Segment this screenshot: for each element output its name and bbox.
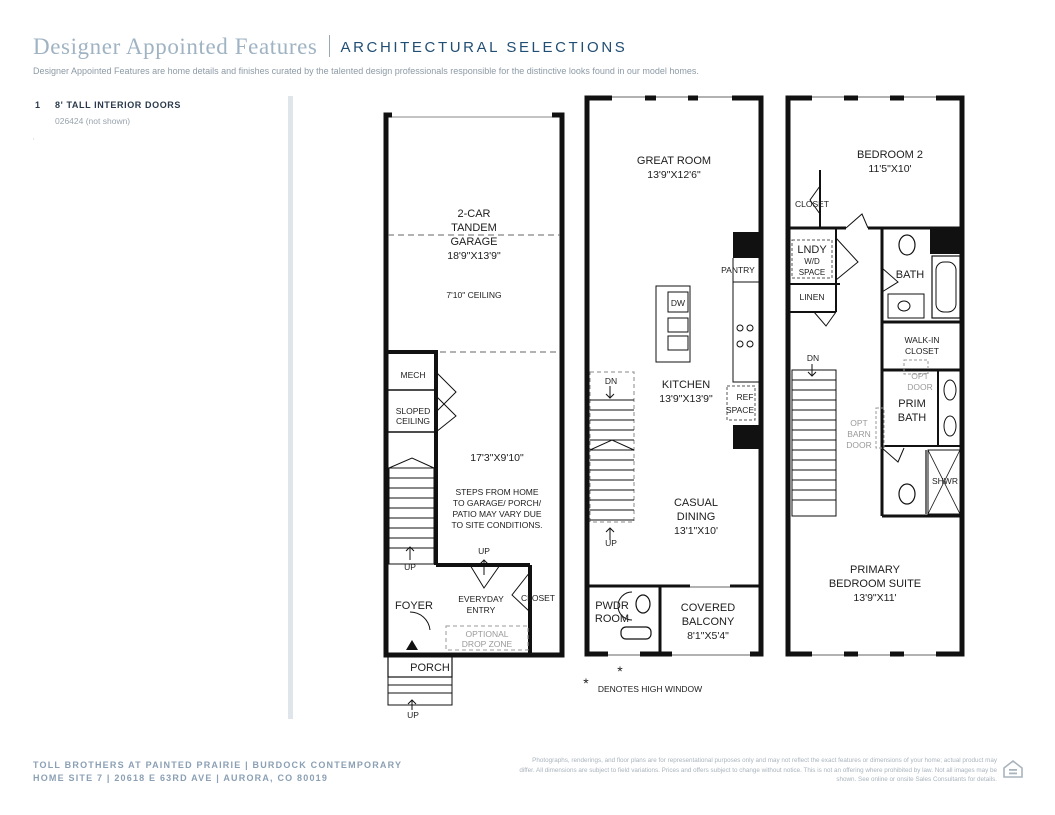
walkin-label-1: WALK-IN	[904, 335, 940, 345]
closet-label: CLOSET	[520, 593, 556, 603]
everyday-label-2: ENTRY	[466, 605, 496, 615]
barn-door-label-1: OPT	[850, 418, 868, 428]
high-window-asterisk: *	[617, 663, 623, 679]
garage-note-2: TO GARAGE/ PORCH/	[452, 498, 542, 508]
main-level-labels	[583, 155, 755, 694]
primary-size: 13'9"X11'	[853, 592, 897, 604]
bath-label: BATH	[895, 269, 925, 281]
feature-code: 026424 (not shown)	[55, 116, 131, 126]
everyday-label-1: EVERYDAY	[458, 594, 504, 604]
balcony-size: 8'1"X5'4"	[687, 630, 729, 642]
kitchen-label: KITCHEN	[661, 379, 711, 391]
bedroom2-label: BEDROOM 2	[856, 149, 924, 161]
garage-size: 18'9"X13'9"	[447, 250, 501, 262]
feature-title: 8' TALL INTERIOR DOORS	[55, 100, 182, 110]
walkin-label-2: CLOSET	[904, 346, 940, 356]
wd-label-1: W/D	[804, 257, 820, 266]
bedroom2-size: 11'5"X10'	[868, 163, 912, 175]
garage-label-3: GARAGE	[450, 236, 498, 248]
laundry-label: LNDY	[797, 244, 827, 256]
main-stair-up-label: UP	[605, 538, 617, 548]
drop-zone-label-1: OPTIONAL	[465, 629, 509, 639]
intro-text: Designer Appointed Features are home details and finishes curated by the talented design professionals responsible for the distinctive looks found in our model homes.	[33, 66, 699, 76]
opt-door-label-1: OPT	[911, 371, 929, 381]
garage-label-1: 2-CAR	[457, 208, 491, 220]
lower-room-size: 17'3"X9'10"	[470, 452, 524, 464]
balcony-label-2: BALCONY	[681, 616, 735, 628]
footer-line-1: TOLL BROTHERS AT PAINTED PRAIRIE | BURDOCK CONTEMPORARY	[33, 760, 403, 770]
linen-label: LINEN	[799, 292, 825, 302]
garage-label-2: TANDEM	[451, 222, 497, 234]
entry-arrow-icon	[406, 640, 418, 650]
drop-zone-label-2: DROP ZONE	[461, 639, 513, 649]
ref-label-2: SPACE	[725, 405, 755, 415]
barn-door-label-2: BARN	[847, 429, 871, 439]
garage-note-4: TO SITE CONDITIONS.	[451, 520, 543, 530]
upper-stair-dn-label: DN	[806, 353, 820, 363]
bedroom2-closet-label: CLOSET	[794, 199, 830, 209]
barn-door-label-3: DOOR	[846, 440, 872, 450]
sloped-label-2: CEILING	[395, 416, 431, 426]
opt-door-label-2: DOOR	[907, 382, 933, 392]
footer-line-2: HOME SITE 7 | 20618 E 63RD AVE | AURORA, CO 80019	[33, 773, 329, 783]
sloped-label-1: SLOPED	[395, 406, 431, 416]
garage-note-1: STEPS FROM HOME	[455, 487, 539, 497]
footer-community	[33, 759, 402, 785]
pantry-label: PANTRY	[721, 265, 755, 275]
feature-number: 1	[35, 100, 41, 110]
page-title: Designer Appointed Features	[33, 34, 318, 59]
casual-size: 13'1"X10'	[674, 525, 718, 537]
casual-label-1: CASUAL	[673, 497, 719, 509]
high-window-note: DENOTES HIGH WINDOW	[597, 684, 703, 694]
stair-up-label: UP	[404, 562, 416, 572]
wd-label-2: SPACE	[798, 268, 826, 277]
powder-label-1: PWDR	[595, 600, 629, 612]
page-subtitle: ARCHITECTURAL SELECTIONS	[340, 39, 628, 56]
primary-label-1: PRIMARY	[850, 564, 900, 576]
foyer-label: FOYER	[395, 600, 433, 612]
footer-disclaimer: Photographs, renderings, and floor plans are for representational purposes only and may not reflect the exact features or dimensions of your home; actual product may differ. All dimensions are subject to field variations. Prices and offers subject to change without notice. This is not an offering where prohibited by law. Not all images may be shown. See online or onsite Sales Consultants for details.	[519, 757, 997, 783]
note-asterisk: *	[583, 675, 589, 691]
balcony-label-1: COVERED	[680, 602, 736, 614]
mech-label: MECH	[400, 370, 426, 380]
prim-bath-label-1: PRIM	[898, 398, 926, 410]
primary-label-2: BEDROOM SUITE	[828, 578, 922, 590]
prim-bath-label-2: BATH	[897, 412, 927, 424]
equal-housing-icon	[1002, 758, 1024, 780]
garage-up-label: UP	[478, 546, 490, 556]
porch-label: PORCH	[410, 662, 450, 674]
powder-label-2: ROOM	[594, 613, 630, 625]
kitchen-size: 13'9"X13'9"	[659, 393, 713, 405]
shower-label: SHWR	[932, 476, 958, 486]
casual-label-2: DINING	[676, 511, 716, 523]
great-room-label: GREAT ROOM	[636, 155, 712, 167]
main-stair-dn-label: DN	[604, 376, 618, 386]
stray-mark: ‘	[33, 138, 35, 145]
dw-label: DW	[670, 298, 686, 308]
ref-label-1: REF	[736, 392, 754, 402]
garage-note-3: PATIO MAY VARY DUE	[452, 509, 542, 519]
garage-ceiling: 7'10" CEILING	[446, 290, 502, 300]
porch-up-label: UP	[407, 710, 419, 720]
great-room-size: 13'9"X12'6"	[647, 169, 701, 181]
